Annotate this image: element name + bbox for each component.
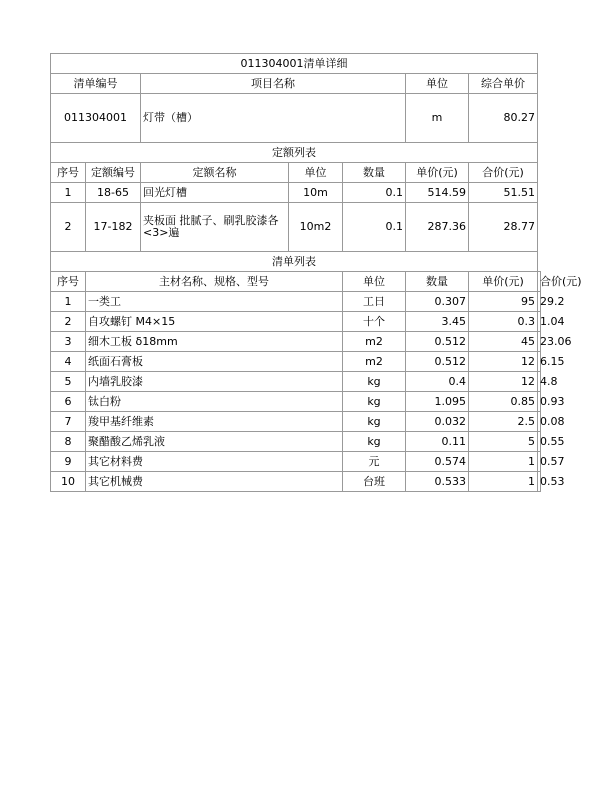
material-index: 7 bbox=[51, 412, 86, 432]
summary-row bbox=[51, 94, 541, 143]
quota-qty: 0.1 bbox=[343, 203, 406, 252]
material-qty: 0.512 bbox=[406, 352, 469, 372]
item-unit: m bbox=[406, 94, 469, 143]
material-unit: m2 bbox=[343, 332, 406, 352]
materials-col-total: 合价(元) bbox=[538, 272, 541, 292]
material-unit-price: 12 bbox=[469, 352, 538, 372]
material-unit-price: 12 bbox=[469, 372, 538, 392]
quota-total: 51.51 bbox=[469, 183, 538, 203]
material-index: 3 bbox=[51, 332, 86, 352]
name-header: 项目名称 bbox=[141, 74, 406, 94]
material-name: 其它机械费 bbox=[86, 472, 343, 492]
material-name: 细木工板 δ18mm bbox=[86, 332, 343, 352]
quota-col-total: 合价(元) bbox=[469, 163, 538, 183]
price-header: 综合单价 bbox=[469, 74, 538, 94]
material-index: 5 bbox=[51, 372, 86, 392]
material-qty: 0.11 bbox=[406, 432, 469, 452]
materials-section-row bbox=[51, 252, 541, 272]
material-unit-price: 95 bbox=[469, 292, 538, 312]
table-title: 011304001清单详细 bbox=[51, 54, 538, 74]
material-qty: 0.4 bbox=[406, 372, 469, 392]
material-unit-price: 1 bbox=[469, 452, 538, 472]
quota-section-title: 定额列表 bbox=[51, 143, 538, 163]
material-unit: kg bbox=[343, 412, 406, 432]
quota-col-unit: 单位 bbox=[289, 163, 343, 183]
materials-col-name: 主材名称、规格、型号 bbox=[86, 272, 343, 292]
material-name: 钛白粉 bbox=[86, 392, 343, 412]
material-name: 一类工 bbox=[86, 292, 343, 312]
quota-col-unit-price: 单价(元) bbox=[406, 163, 469, 183]
quota-col-code: 定额编号 bbox=[86, 163, 141, 183]
quota-section-row bbox=[51, 143, 541, 163]
material-name: 羧甲基纤维素 bbox=[86, 412, 343, 432]
material-index: 9 bbox=[51, 452, 86, 472]
material-qty: 1.095 bbox=[406, 392, 469, 412]
material-total: 6.15 bbox=[538, 352, 541, 372]
quota-col-qty: 数量 bbox=[343, 163, 406, 183]
material-index: 1 bbox=[51, 292, 86, 312]
quota-index: 2 bbox=[51, 203, 86, 252]
material-row bbox=[51, 352, 541, 372]
material-row bbox=[51, 392, 541, 412]
material-unit: kg bbox=[343, 432, 406, 452]
quota-qty: 0.1 bbox=[343, 183, 406, 203]
materials-col-qty: 数量 bbox=[406, 272, 469, 292]
item-price: 80.27 bbox=[469, 94, 538, 143]
material-unit: 元 bbox=[343, 452, 406, 472]
quota-index: 1 bbox=[51, 183, 86, 203]
materials-section-title: 清单列表 bbox=[51, 252, 538, 272]
material-total: 0.93 bbox=[538, 392, 541, 412]
item-code: 011304001 bbox=[51, 94, 141, 143]
material-qty: 0.574 bbox=[406, 452, 469, 472]
material-unit-price: 0.3 bbox=[469, 312, 538, 332]
quota-code: 18-65 bbox=[86, 183, 141, 203]
material-unit: kg bbox=[343, 372, 406, 392]
material-row bbox=[51, 292, 541, 312]
material-row bbox=[51, 452, 541, 472]
unit-header: 单位 bbox=[406, 74, 469, 94]
title-row bbox=[51, 54, 541, 74]
material-row bbox=[51, 312, 541, 332]
item-name: 灯带（槽） bbox=[141, 94, 406, 143]
quota-unit-price: 514.59 bbox=[406, 183, 469, 203]
quota-unit: 10m2 bbox=[289, 203, 343, 252]
material-total: 0.53 bbox=[538, 472, 541, 492]
material-total: 1.04 bbox=[538, 312, 541, 332]
material-index: 8 bbox=[51, 432, 86, 452]
material-row bbox=[51, 432, 541, 452]
material-total: 0.08 bbox=[538, 412, 541, 432]
materials-body bbox=[51, 292, 572, 492]
material-row bbox=[51, 412, 541, 432]
quota-total: 28.77 bbox=[469, 203, 538, 252]
material-unit-price: 0.85 bbox=[469, 392, 538, 412]
material-name: 纸面石膏板 bbox=[86, 352, 343, 372]
quota-col-name: 定额名称 bbox=[141, 163, 289, 183]
quota-code: 17-182 bbox=[86, 203, 141, 252]
quota-unit-price: 287.36 bbox=[406, 203, 469, 252]
material-unit: m2 bbox=[343, 352, 406, 372]
material-unit-price: 2.5 bbox=[469, 412, 538, 432]
materials-col-unit-price: 单价(元) bbox=[469, 272, 538, 292]
quota-header-row bbox=[51, 163, 541, 183]
material-total: 4.8 bbox=[538, 372, 541, 392]
material-row bbox=[51, 372, 541, 392]
material-qty: 0.533 bbox=[406, 472, 469, 492]
quota-name: 回光灯槽 bbox=[141, 183, 289, 203]
material-unit-price: 5 bbox=[469, 432, 538, 452]
material-name: 内墙乳胶漆 bbox=[86, 372, 343, 392]
material-row bbox=[51, 472, 541, 492]
material-index: 4 bbox=[51, 352, 86, 372]
quota-row bbox=[51, 183, 541, 203]
material-qty: 3.45 bbox=[406, 312, 469, 332]
material-total: 23.06 bbox=[538, 332, 541, 352]
quota-col-index: 序号 bbox=[51, 163, 86, 183]
code-header: 清单编号 bbox=[51, 74, 141, 94]
material-qty: 0.307 bbox=[406, 292, 469, 312]
summary-header-row bbox=[51, 74, 541, 94]
material-unit-price: 1 bbox=[469, 472, 538, 492]
material-row bbox=[51, 332, 541, 352]
material-unit-price: 45 bbox=[469, 332, 538, 352]
material-total: 0.57 bbox=[538, 452, 541, 472]
material-unit: 台班 bbox=[343, 472, 406, 492]
material-index: 10 bbox=[51, 472, 86, 492]
material-unit: 工日 bbox=[343, 292, 406, 312]
material-qty: 0.032 bbox=[406, 412, 469, 432]
materials-col-index: 序号 bbox=[51, 272, 86, 292]
quota-unit: 10m bbox=[289, 183, 343, 203]
material-unit: kg bbox=[343, 392, 406, 412]
quota-name: 夹板面 批腻子、刷乳胶漆各<3>遍 bbox=[141, 203, 289, 252]
material-name: 自攻螺钉 M4×15 bbox=[86, 312, 343, 332]
material-name: 其它材料费 bbox=[86, 452, 343, 472]
bill-detail-table bbox=[50, 53, 582, 492]
material-qty: 0.512 bbox=[406, 332, 469, 352]
material-index: 6 bbox=[51, 392, 86, 412]
material-name: 聚醋酸乙烯乳液 bbox=[86, 432, 343, 452]
materials-col-unit: 单位 bbox=[343, 272, 406, 292]
material-total: 0.55 bbox=[538, 432, 541, 452]
material-unit: 十个 bbox=[343, 312, 406, 332]
quota-row bbox=[51, 203, 541, 252]
material-total: 29.2 bbox=[538, 292, 541, 312]
material-index: 2 bbox=[51, 312, 86, 332]
materials-header-row bbox=[51, 272, 541, 292]
